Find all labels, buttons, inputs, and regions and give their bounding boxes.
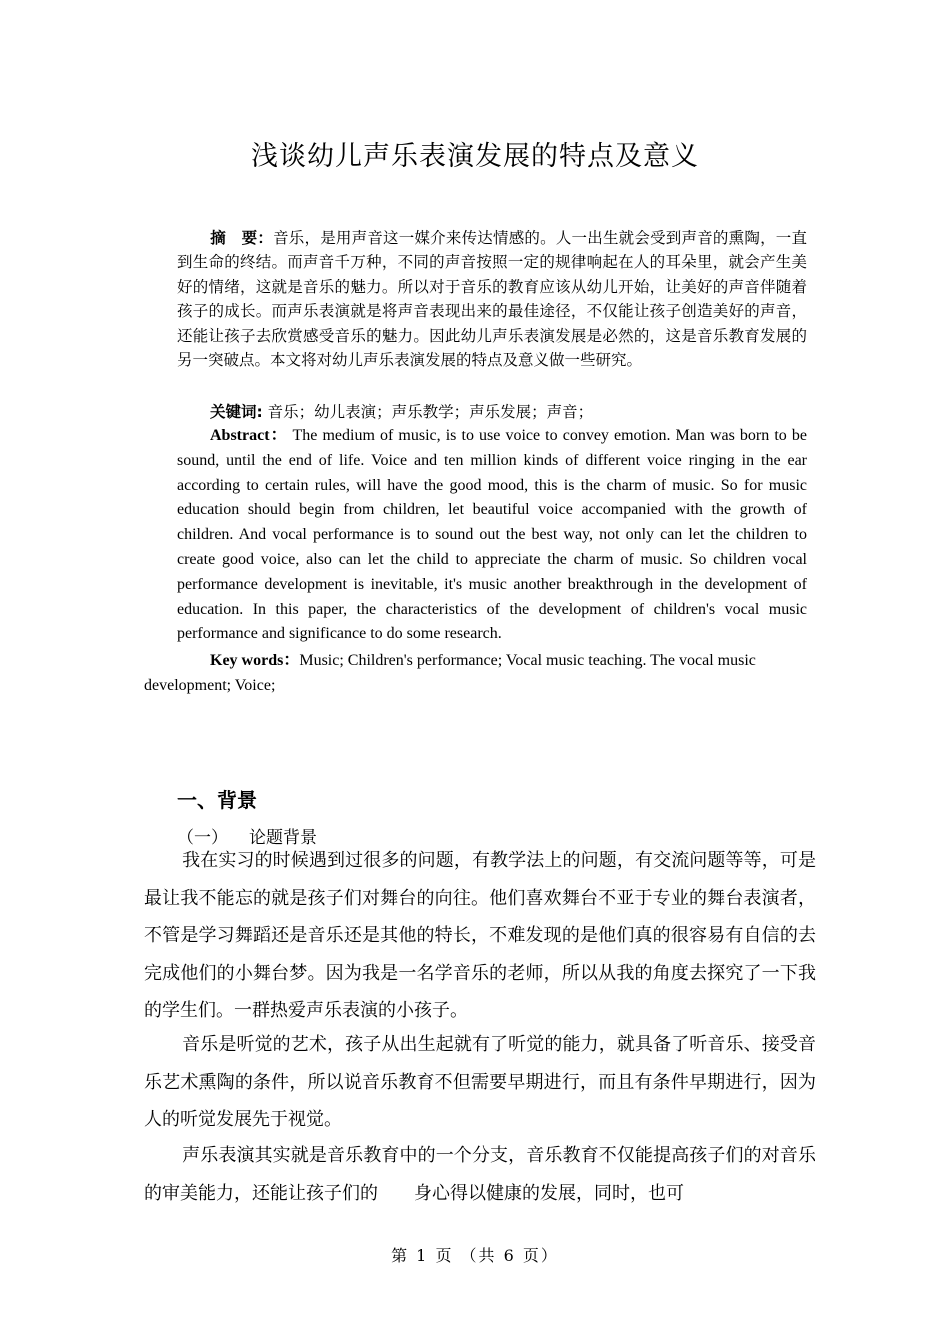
abstract-english <box>177 424 807 647</box>
abstract-text: 音乐，是用声音这一媒介来传达情感的。人一出生就会受到声音的熏陶，一直到生命的终结。而声音千万种，不同的声音按照一定的规律响起在人的耳朵里，就会产生美好的情绪，这就是音乐的魅力。所以对于音乐的教育应该从幼儿开始，让美好的声音伴随着孩子的成长。而声乐表演就是将声音表现出来的最佳途径，不仅能让孩子创造美好的声音，还能让孩子去欣赏感受音乐的魅力。因此幼儿声乐表演发展是必然的，这是音乐教育发展的另一突破点。本文将对幼儿声乐表演发展的特点及意义做一些研究。 <box>177 229 807 370</box>
keywords-chinese <box>177 400 807 424</box>
body-paragraph: 我在实习的时候遇到过很多的问题，有教学法上的问题，有交流问题等等，可是最让我不能忘的就是孩子们对舞台的向往。他们喜欢舞台不亚于专业的舞台表演者，不管是学习舞蹈还是音乐还是其他的特长，不难发现的是他们真的很容易有自信的去完成他们的小舞台梦。因为我是一名学音乐的老师，所以从我的角度去探究了一下我的学生们。一群热爱声乐表演的小孩子。 <box>144 850 816 1021</box>
keywords-en-text: Music; Children's performance; Vocal music teaching. The vocal music development; Voice; <box>144 652 756 694</box>
document-title: 浅谈幼儿声乐表演发展的特点及意义 <box>251 141 699 172</box>
page-footer: 第 1 页 （共 6 页） <box>391 1246 559 1265</box>
body-paragraph: 音乐是听觉的艺术，孩子从出生起就有了听觉的能力，就具备了听音乐、接受音乐艺术熏陶的条件，所以说音乐教育不但需要早期进行，而且有条件早期进行，因为人的听觉发展先于视觉。 <box>144 1034 816 1130</box>
keywords-text: 音乐；幼儿表演；声乐教学；声乐发展；声音； <box>262 403 594 421</box>
abstract-en-label: Abstract： <box>210 427 288 444</box>
keywords-english <box>144 649 809 699</box>
section-heading: 一、背景 <box>177 788 257 812</box>
abstract-label: 摘 要： <box>210 229 274 247</box>
abstract-en-text: The medium of music, is to use voice to convey emotion. Man was born to be sound, until the end of life. Voice and ten million kinds of different voice ringing in the ear according to certain rules, will have the good mood, this is the charm of music. So for music education should begin from children, let beautiful voice accompanied with the growth of children. And vocal performance is to sound out the best way, not only can let the children to create good voice, also can let the child to appreciate the charm of music. So children vocal performance development is inevitable, it's music another breakthrough in the development of education. In this paper, the characteristics of the development of children's vocal music performance and significance to do some research. <box>177 427 807 643</box>
subsection-number: （一） <box>177 828 228 848</box>
subsection-title: 论题背景 <box>249 828 317 848</box>
keywords-label: 关键词: <box>210 403 263 421</box>
keywords-en-label: Key words： <box>210 652 300 669</box>
body-paragraph: 声乐表演其实就是音乐教育中的一个分支，音乐教育不仅能提高孩子们的对音乐的审美能力，还能让孩子们的 身心得以健康的发展，同时，也可 <box>144 1145 816 1204</box>
abstract-chinese <box>177 226 807 372</box>
